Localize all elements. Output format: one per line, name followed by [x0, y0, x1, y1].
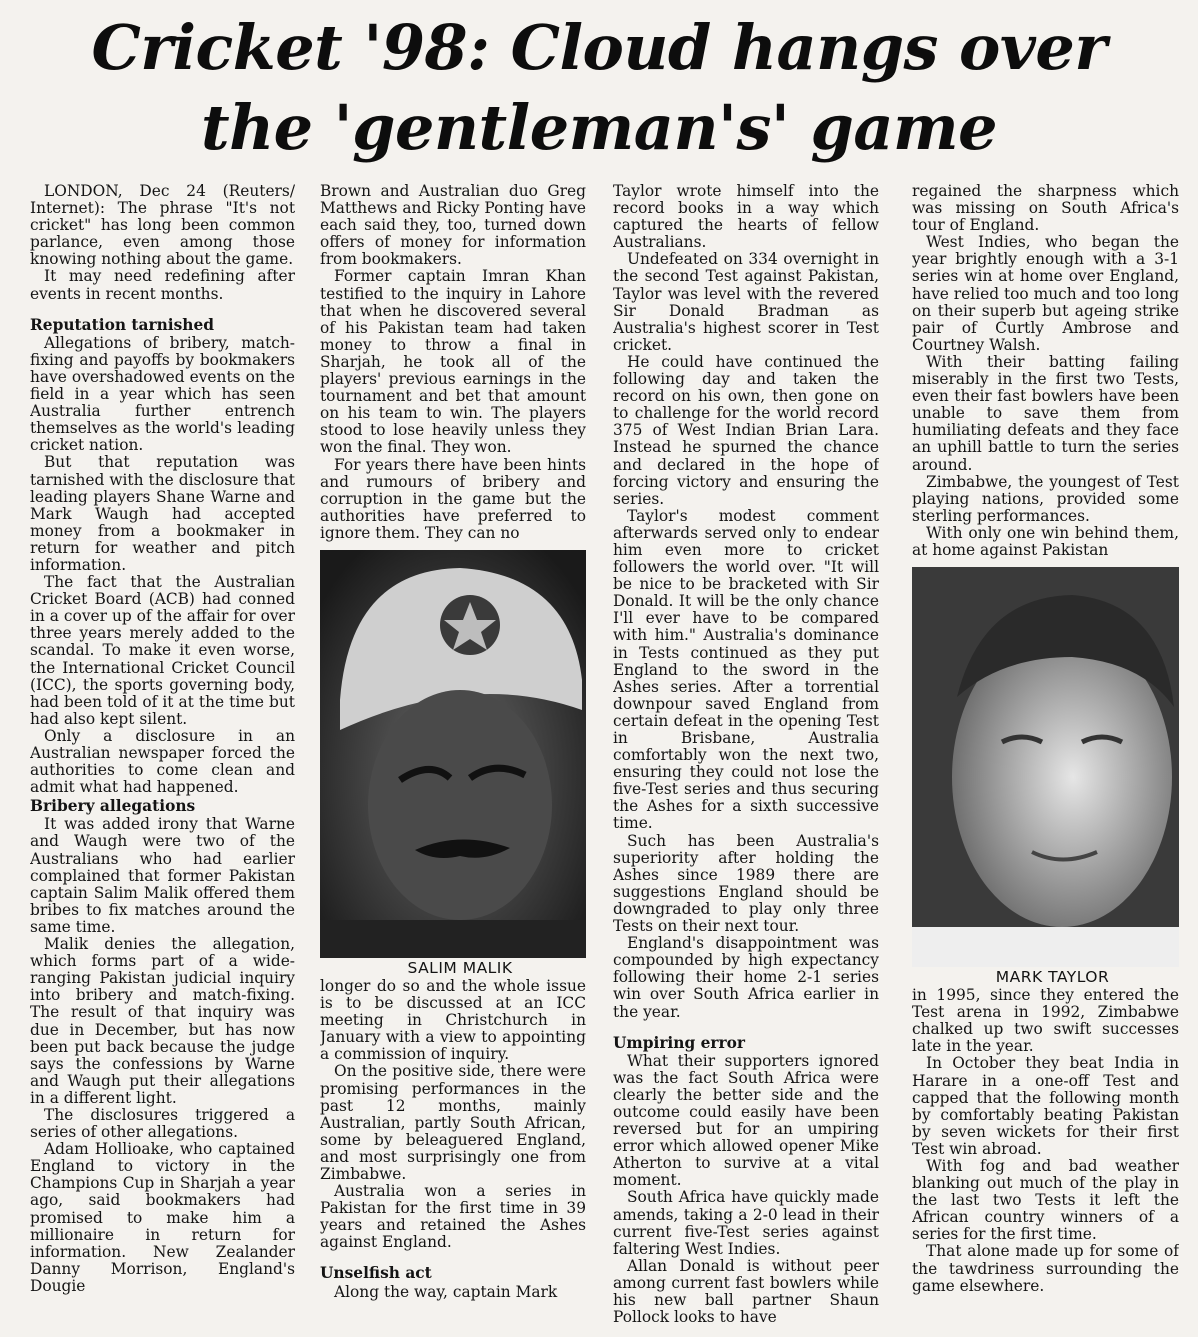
- paragraph: Australia won a series in Pakistan for the first time in 39 years and retained the Ashes against England.: [320, 1182, 586, 1252]
- paragraph: Allan Donald is without peer among current fast bowlers while his new ball partner Shaun Pollock looks to have: [613, 1256, 879, 1327]
- paragraph: What their supporters ignored was the fact South Africa were clearly the better side and the outcome could easily have been reversed but for an umpiring error which allowed opener Mike Atherton to survive at a vital moment.: [613, 1051, 879, 1190]
- subhead-unselfish: Unselfish act: [320, 1264, 432, 1283]
- paragraph: That alone made up for some of the tawdriness surrounding the game elsewhere.: [912, 1242, 1179, 1295]
- paragraph: regained the sharpness which was missing on South Africa's tour of England.: [912, 183, 1179, 235]
- paragraph: It was added irony that Warne and Waugh were two of the Australians who had earlier complained that former Pakistan captain Salim Malik offered them bribes to fix matches around the same time.: [30, 815, 295, 936]
- paragraph: For years there have been hints and rumours of bribery and corruption in the game but the authorities have preferred to ignore them. They can no: [320, 455, 586, 542]
- paragraph: longer do so and the whole issue is to be discussed at an ICC meeting in Christchurch in January with a view to appointing a commission of inquiry.: [320, 976, 586, 1064]
- paragraph: South Africa have quickly made amends, taking a 2-0 lead in their current five-Test series against faltering West Indies.: [613, 1188, 879, 1258]
- portrait-image: [320, 550, 586, 958]
- paragraph: With fog and bad weather blanking out much of the play in the last two Tests it left the African country winners of a series for the first time.: [912, 1157, 1179, 1244]
- headline-line-2: the 'gentleman's' game: [200, 91, 998, 164]
- paragraph: LONDON, Dec 24 (Reuters/ Internet): The phrase "It's not cricket" has long been common parlance, even among those knowing nothing about the game.: [30, 183, 295, 269]
- article-column-4: [912, 183, 1179, 1329]
- paragraph: The disclosures triggered a series of other allegations.: [30, 1105, 295, 1142]
- photo-caption: MARK TAYLOR: [995, 968, 1110, 987]
- paragraph: Former captain Imran Khan testified to the inquiry in Lahore that when he discovered several of his Pakistan team had taken money to throw a final in Sharjah, he took all of the players' previous earnings in the tournament and bet that amount on his team to win. The players stood to lose heavily unless they won the final. They won.: [320, 267, 586, 457]
- photo-mark-taylor: [912, 567, 1179, 967]
- article-column-3: [613, 183, 879, 1329]
- paragraph: Brown and Australian duo Greg Matthews and Ricky Ponting have each said they, too, turned down offers of money for information from bookmakers.: [320, 183, 586, 269]
- paragraph: The fact that the Australian Cricket Board (ACB) had conned in a cover up of the affair for over three years merely added to the scandal. To make it even worse, the International Cricket Council (ICC), the sports governing body, had been told of it at the time but had also kept silent.: [30, 573, 295, 728]
- paragraph: On the positive side, there were promising performances in the past 12 months, mainly Australian, partly South African, some by beleaguered England, and most surprisingly one from Zimbabwe.: [320, 1062, 586, 1183]
- subhead-bribery: Bribery allegations: [30, 797, 196, 816]
- paragraph: West Indies, who began the year brightly enough with a 3-1 series win at home over England, have relied too much and too long on their superb but ageing strike pair of Curtly Ambrose and Courtney Walsh.: [912, 233, 1179, 354]
- paragraph: With their batting failing miserably in the first two Tests, even their fast bowlers have been unable to save them from humiliating defeats and they face an uphill battle to turn the series around.: [912, 352, 1179, 474]
- paragraph: Taylor's modest comment afterwards served only to endear him even more to cricket followers the world over. "It will be nice to be bracketed with Sir Donald. It will be the only chance I'll ever have to be compared with him." Australia's dominance in Tests continued as they put England to the sword in the Ashes series. After a torrential downpour saved England from certain defeat in the opening Test in Brisbane, Australia comfortably won the next two, ensuring they could not lose the five-Test series and thus securing the Ashes for a sixth successive time.: [613, 506, 879, 833]
- portrait-image: [912, 567, 1179, 967]
- paragraph: Such has been Australia's superiority after holding the Ashes since 1989 there are suggestions England should be downgraded to play only three Tests on their next tour.: [613, 831, 879, 936]
- paragraph: Allegations of bribery, match-fixing and payoffs by bookmakers have overshadowed events on the field in a year which has seen Australia further entrench themselves as the world's leading cricket nation.: [30, 333, 295, 455]
- headline: [0, 8, 1198, 168]
- paragraph: Along the way, captain Mark: [334, 1282, 558, 1301]
- photo-salim-malik: [320, 550, 586, 958]
- paragraph: Taylor wrote himself into the record books in a way which captured the hearts of fellow Australians.: [613, 183, 879, 252]
- paragraph: In October they beat India in Harare in a one-off Test and capped that the following month by comfortably beating Pakistan by seven wickets for their first Test win abroad.: [912, 1054, 1179, 1158]
- article-column-2: [320, 183, 586, 1329]
- paragraph: in 1995, since they entered the Test arena in 1992, Zimbabwe chalked up two swift successes late in the year.: [912, 986, 1179, 1056]
- subhead-umpiring: Umpiring error: [613, 1033, 745, 1052]
- paragraph: England's disappointment was compounded by high expectancy following their home 2-1 series win over South Africa earlier in the year.: [613, 934, 879, 1021]
- paragraph: With only one win behind them, at home against Pakistan: [912, 523, 1179, 559]
- paragraph: He could have continued the following day and taken the record on his own, then gone on to challenge for the world record 375 of West Indian Brian Lara. Instead he spurned the chance and declared in the hope of forcing victory and ensuring the series.: [613, 352, 879, 508]
- paragraph: Only a disclosure in an Australian newspaper forced the authorities to come clean and admit what had happened.: [30, 726, 295, 797]
- subhead-reputation: Reputation tarnished: [30, 315, 215, 334]
- paragraph: Malik denies the allegation, which forms part of a wide-ranging Pakistan judicial inquiry into bribery and match-fixing. The result of that inquiry was due in December, but has now been put back because the judge says the confessions by Warne and Waugh put their allegations in a different light.: [30, 935, 295, 1107]
- paragraph: Adam Hollioake, who captained England to victory in the Champions Cup in Sharjah a year ago, said bookmakers had promised to make him a millionaire in return for information. New Zealander Danny Morrison, England's Dougie: [30, 1140, 295, 1295]
- photo-caption: SALIM MALIK: [407, 958, 513, 977]
- headline-line-1: Cricket '98: Cloud hangs over: [91, 11, 1107, 84]
- paragraph: It may need redefining after events in recent months.: [30, 267, 295, 303]
- article-column-1: [30, 183, 295, 1329]
- paragraph: But that reputation was tarnished with the disclosure that leading players Shane Warne and Mark Waugh had accepted money from a bookmaker in return for weather and pitch information.: [30, 453, 295, 574]
- paragraph: Undefeated on 334 overnight in the second Test against Pakistan, Taylor was level with the revered Sir Donald Bradman as Australia's highest scorer in Test cricket.: [613, 250, 879, 354]
- paragraph: Zimbabwe, the youngest of Test playing nations, provided some sterling performances.: [912, 472, 1179, 525]
